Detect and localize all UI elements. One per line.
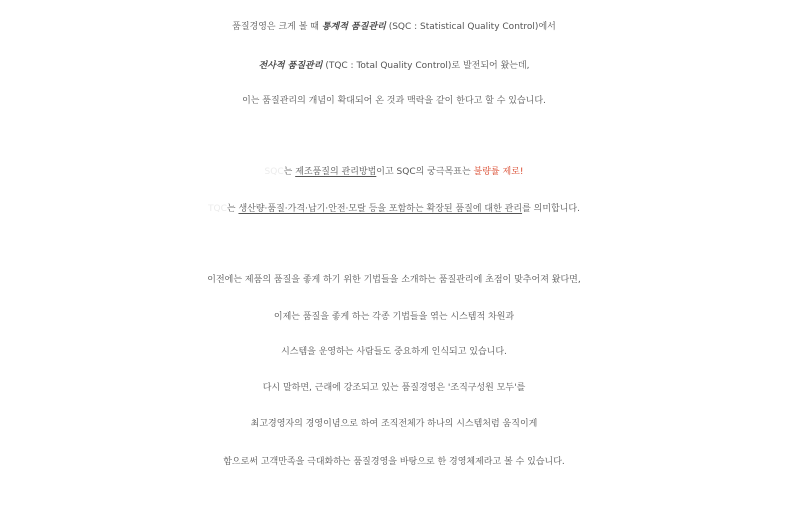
zero-defect-goal: 불량률 제로!: [473, 167, 524, 177]
text-segment: 품질경영은 크게 볼 때: [232, 22, 322, 32]
sqc-definition: 제조품질의 관리방법: [295, 167, 377, 177]
tqc-label: TQC: [208, 204, 227, 214]
text-segment: (SQC : Statistical Quality Control)에서: [385, 22, 556, 32]
paragraph-2-line-2: [0, 199, 788, 219]
emphasis-tqc-korean: 전사적 품질관리: [258, 61, 323, 71]
paragraph-1-line-1: [0, 17, 788, 37]
tqc-definition: 생산량·품질·가격·납기·안전·모랄 등을 포함하는 확장된 품질에 대한 관리: [238, 204, 523, 214]
paragraph-3-line-6: 함으로써 고객만족을 극대화하는 품질경영을 바탕으로 한 경영체제라고 볼 수 있습니다.: [223, 457, 565, 467]
text-segment: (TQC : Total Quality Control)로 발전되어 왔는데,: [322, 61, 530, 71]
emphasis-sqc-korean: 통계적 품질관리: [321, 22, 386, 32]
paragraph-1-line-3: 이는 품질관리의 개념이 확대되어 온 것과 맥락을 같이 한다고 할 수 있습니다.: [242, 96, 546, 106]
paragraph-3-line-1: 이전에는 제품의 품질을 좋게 하기 위한 기법들을 소개하는 품질관리에 초점이 맞추어져 왔다면,: [207, 275, 581, 285]
sqc-label: SQC: [264, 167, 284, 177]
paragraph-2-line-1: [0, 162, 788, 182]
text-segment: 는: [283, 167, 296, 177]
paragraph-3-line-2: 이제는 품질을 좋게 하는 각종 기법들을 엮는 시스템적 차원과: [273, 312, 515, 322]
paragraph-3-line-4: 다시 말하면, 근래에 강조되고 있는 품질경영은 '조직구성원 모두'를: [262, 383, 526, 393]
paragraph-3-line-3: 시스템을 운영하는 사람들도 중요하게 인식되고 있습니다.: [281, 347, 507, 357]
text-segment: 이고 SQC의 궁극목표는: [376, 167, 474, 177]
paragraph-1-line-2: [0, 56, 788, 76]
text-segment: 는: [226, 204, 239, 214]
text-segment: 를 의미합니다.: [522, 204, 580, 214]
paragraph-3-line-5: 최고경영자의 경영이념으로 하여 조직전체가 하나의 시스템처럼 움직이게: [250, 419, 538, 429]
